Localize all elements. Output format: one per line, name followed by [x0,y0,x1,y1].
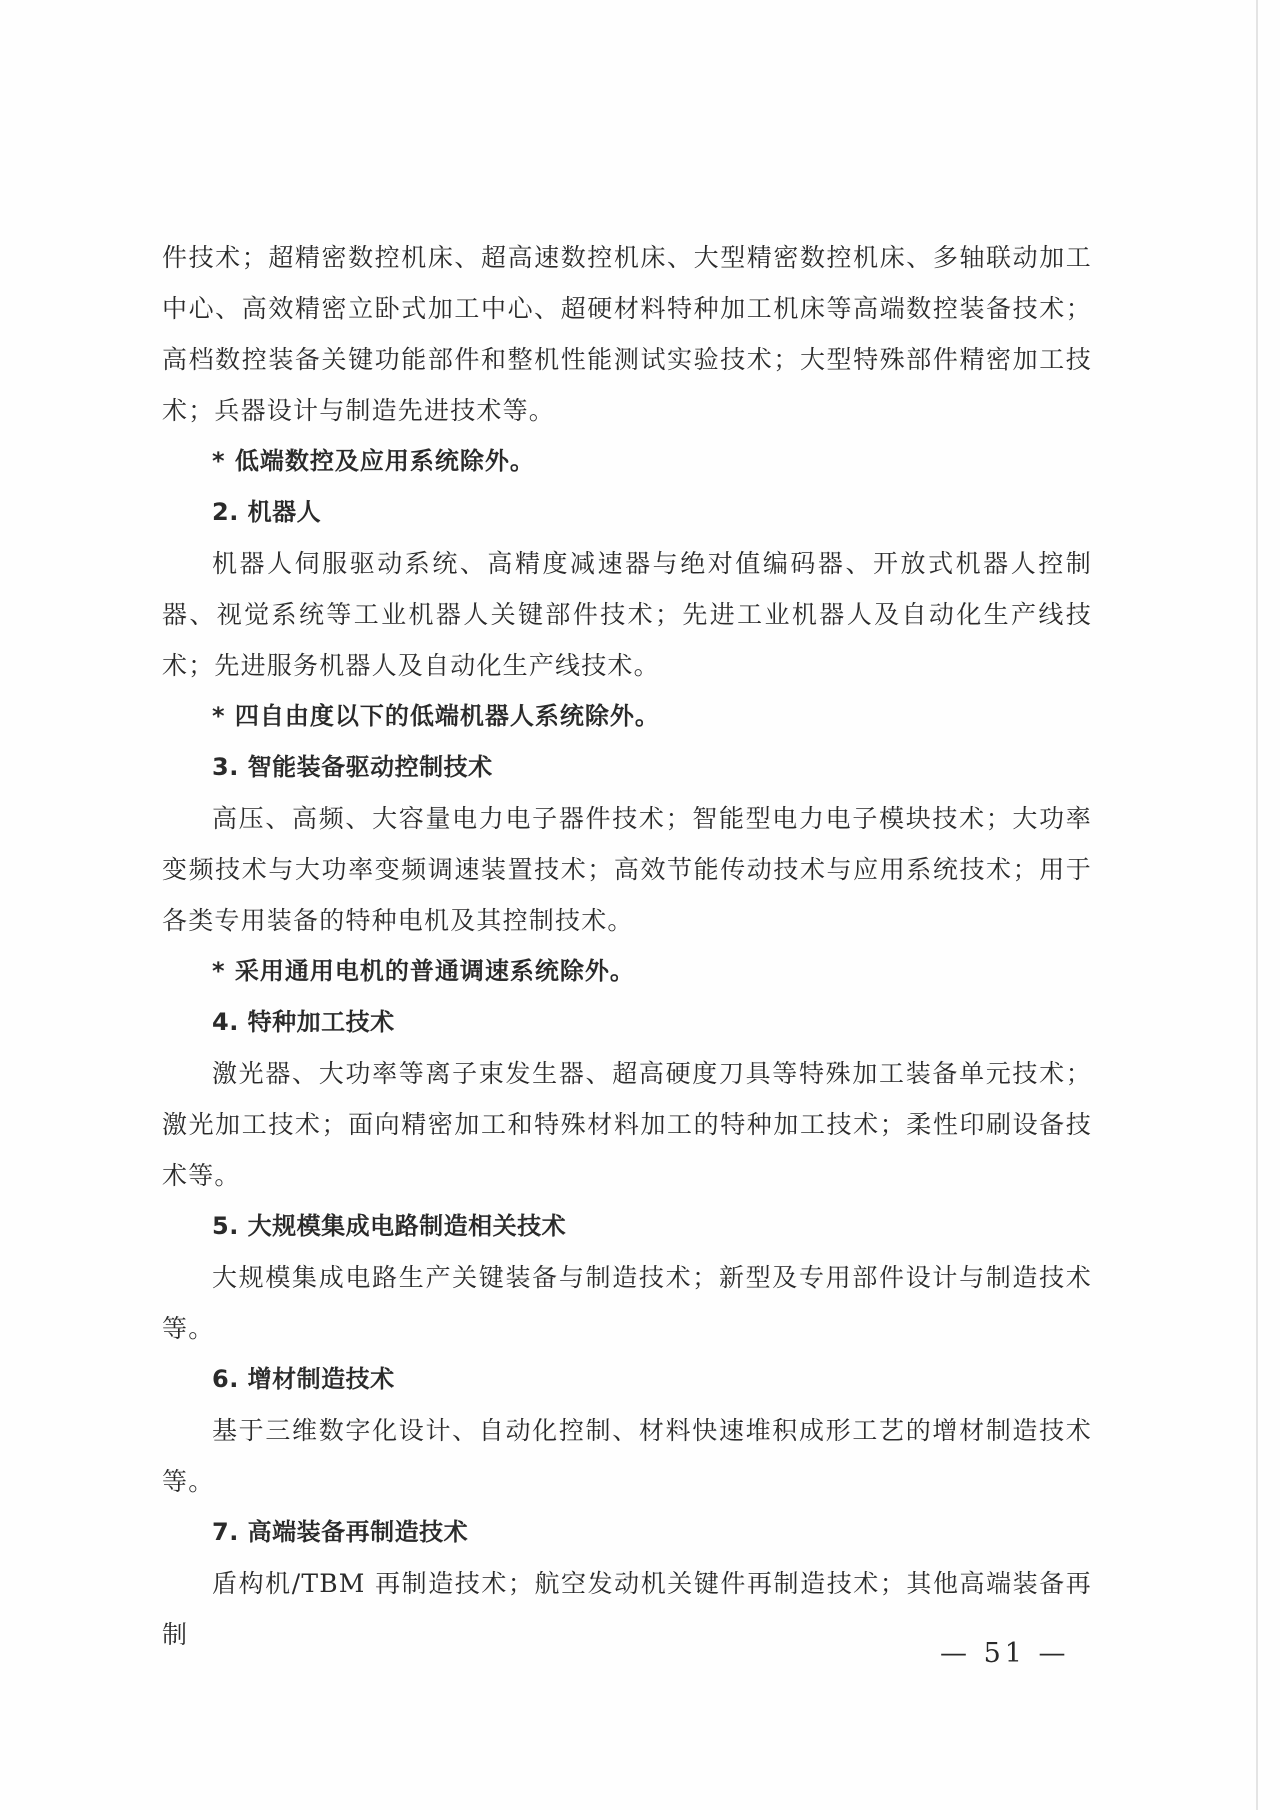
section-heading-special-machining: 4. 特种加工技术 [212,1008,395,1036]
section-heading-drive-control: 3. 智能装备驱动控制技术 [212,753,493,781]
section-body-drive-control: 高压、高频、大容量电力电子器件技术；智能型电力电子模块技术；大功率变频技术与大功率变频调速装置技术；高效节能传动技术与应用系统技术；用于各类专用装备的特种电机及其控制技术。 [162,804,1092,935]
section-body-additive-manufacturing: 基于三维数字化设计、自动化控制、材料快速堆积成形工艺的增材制造技术等。 [162,1416,1092,1496]
intro-paragraph: 件技术；超精密数控机床、超高速数控机床、大型精密数控机床、多轴联动加工中心、高效精密立卧式加工中心、超硬材料特种加工机床等高端数控装备技术；高档数控装备关键功能部件和整机性能测试实验技术；大型特殊部件精密加工技术；兵器设计与制造先进技术等。 [162,243,1092,425]
section-heading-ic-manufacturing: 5. 大规模集成电路制造相关技术 [212,1212,567,1240]
section-heading-robots: 2. 机器人 [212,498,322,526]
document-body [162,232,1092,1660]
intro-note: * 低端数控及应用系统除外。 [212,447,535,475]
section-body-ic-manufacturing: 大规模集成电路生产关键装备与制造技术；新型及专用部件设计与制造技术等。 [162,1263,1092,1343]
section-note-drive-control: * 采用通用电机的普通调速系统除外。 [212,957,635,985]
section-note-robots: * 四自由度以下的低端机器人系统除外。 [212,702,660,730]
section-body-special-machining: 激光器、大功率等离子束发生器、超高硬度刀具等特殊加工装备单元技术；激光加工技术；面向精密加工和特殊材料加工的特种加工技术；柔性印刷设备技术等。 [162,1059,1092,1190]
scan-edge-divider [1256,0,1258,1810]
page-number: — 51 — [940,1638,1070,1669]
section-heading-remanufacturing: 7. 高端装备再制造技术 [212,1518,469,1546]
section-body-remanufacturing: 盾构机/TBM 再制造技术；航空发动机关键件再制造技术；其他高端装备再制 [162,1569,1092,1649]
section-body-robots: 机器人伺服驱动系统、高精度减速器与绝对值编码器、开放式机器人控制器、视觉系统等工业机器人关键部件技术；先进工业机器人及自动化生产线技术；先进服务机器人及自动化生产线技术。 [162,549,1092,680]
section-heading-additive-manufacturing: 6. 增材制造技术 [212,1365,395,1393]
